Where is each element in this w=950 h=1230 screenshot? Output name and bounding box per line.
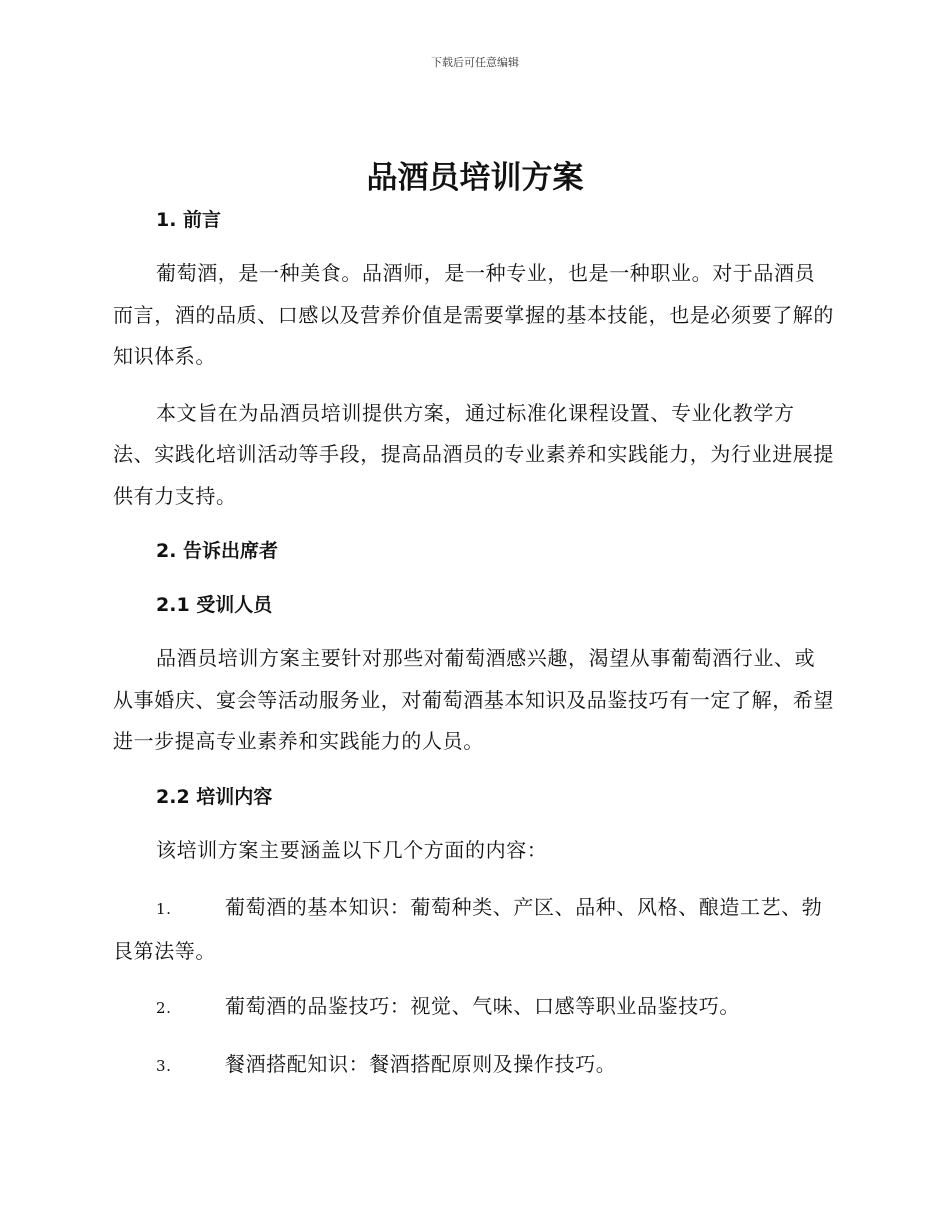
list-item-text: 餐酒搭配知识：餐酒搭配原则及操作技巧。 xyxy=(225,1051,617,1076)
subsection-heading-trainees: 2.1 受训人员 xyxy=(156,594,273,616)
document-body xyxy=(113,200,835,1087)
paragraph: 本文旨在为品酒员培训提供方案，通过标准化课程设置、专业化教学方法、实践化培训活动等手段，提高品酒员的专业素养和实践能力，为行业进展提供有力支持。 xyxy=(113,400,834,508)
list-item-number: 1. xyxy=(156,900,172,918)
document-title: 品酒员培训方案 xyxy=(366,160,584,196)
list-item-number: 2. xyxy=(156,999,172,1017)
section-heading-preface: 1. 前言 xyxy=(156,209,222,231)
paragraph: 该培训方案主要涵盖以下几个方面的内容： xyxy=(156,837,548,862)
list-item xyxy=(113,1044,835,1088)
list-item xyxy=(113,887,835,972)
header-note: 下载后可任意编辑 xyxy=(431,56,519,69)
list-item-text: 葡萄酒的品鉴技巧：视觉、气味、口感等职业品鉴技巧。 xyxy=(225,994,740,1018)
list-item xyxy=(113,986,835,1030)
subsection-heading-content: 2.2 培训内容 xyxy=(156,785,273,808)
paragraph: 品酒员培训方案主要针对那些对葡萄酒感兴趣，渴望从事葡萄酒行业、或从事婚庆、宴会等活动服务业，对葡萄酒基本知识及品鉴技巧有一定了解，希望进一步提高专业素养和实践能力的人员。 xyxy=(113,646,834,753)
list-item-number: 3. xyxy=(156,1056,172,1075)
section-heading-notice: 2. 告诉出席者 xyxy=(156,540,279,562)
paragraph: 葡萄酒，是一种美食。品酒师，是一种专业，也是一种职业。对于品酒员而言，酒的品质、口感以及营养价值是需要掌握的基本技能，也是必须要了解的知识体系。 xyxy=(113,261,834,368)
list-item-text: 葡萄酒的基本知识：葡萄种类、产区、品种、风格、酿造工艺、勃艮第法等。 xyxy=(113,895,823,963)
